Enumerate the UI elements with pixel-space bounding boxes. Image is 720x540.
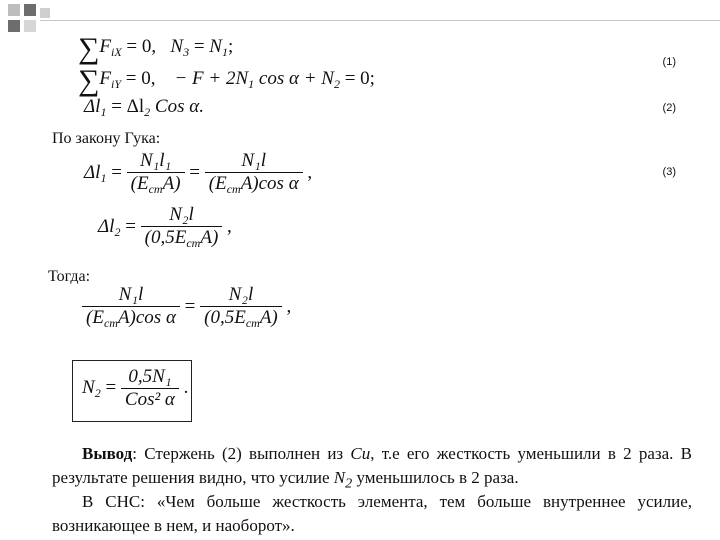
equation-2: $\Delta l_1 = \Delta l_2$ Cos α. xyxy=(84,96,204,119)
deco-square-3 xyxy=(8,20,20,32)
equation-3b: $\Delta l_2$ = $\frac{\text{N₂l}}{(0,5E_{ст}A)}$ , xyxy=(98,204,232,250)
deco-square-4 xyxy=(24,20,36,32)
then-label: Тогда: xyxy=(48,268,91,285)
equation-4: $\frac{\text{N₁l}}{(E_{ст}A)\cos \alpha}$ = $\frac{\text{N₂l}}{(0,5E_{ст}A)}$ , xyxy=(82,284,291,331)
header-rule xyxy=(40,20,720,21)
deco-square-2 xyxy=(24,4,36,16)
equation-3a: $\Delta l_1$ = $\frac{\text{N₁l₁}}{(E_{ст}A)}$ = $\frac{\text{N₁l}}{(E_{ст}A)\cos \alpha}$ , xyxy=(84,150,313,196)
equation-number-3: (3) xyxy=(662,166,676,178)
result-equation: $N_2$ = $\frac{\text{0,5N₁}}{\text{Cos² α}}$ . xyxy=(82,366,189,410)
deco-square-5 xyxy=(40,8,50,18)
equation-1a: $\sum F_{iX} = 0$, $N_3 = N_1$; xyxy=(78,32,234,65)
snc-paragraph: В СНС: «Чем больше жесткость элемента, тем больше внутреннее усилие, возникающее в нем, и наоборот». xyxy=(52,492,692,535)
conclusion-paragraph: Вывод: Стержень (2) выполнен из Cu, т.е его жесткость уменьшили в 2 раза. В результате решения видно, что усилие $N_2$ уменьшилось в 2 раза. xyxy=(52,444,692,492)
hooke-label: По закону Гука: xyxy=(52,130,161,147)
equation-1b: $\sum F_{iY} = 0$, − $F + 2N_1$ $\cos \alpha + N_2 = 0$; xyxy=(78,64,375,97)
deco-square-1 xyxy=(8,4,20,16)
equation-number-1: (1) xyxy=(662,56,676,68)
equation-number-2: (2) xyxy=(662,102,676,114)
